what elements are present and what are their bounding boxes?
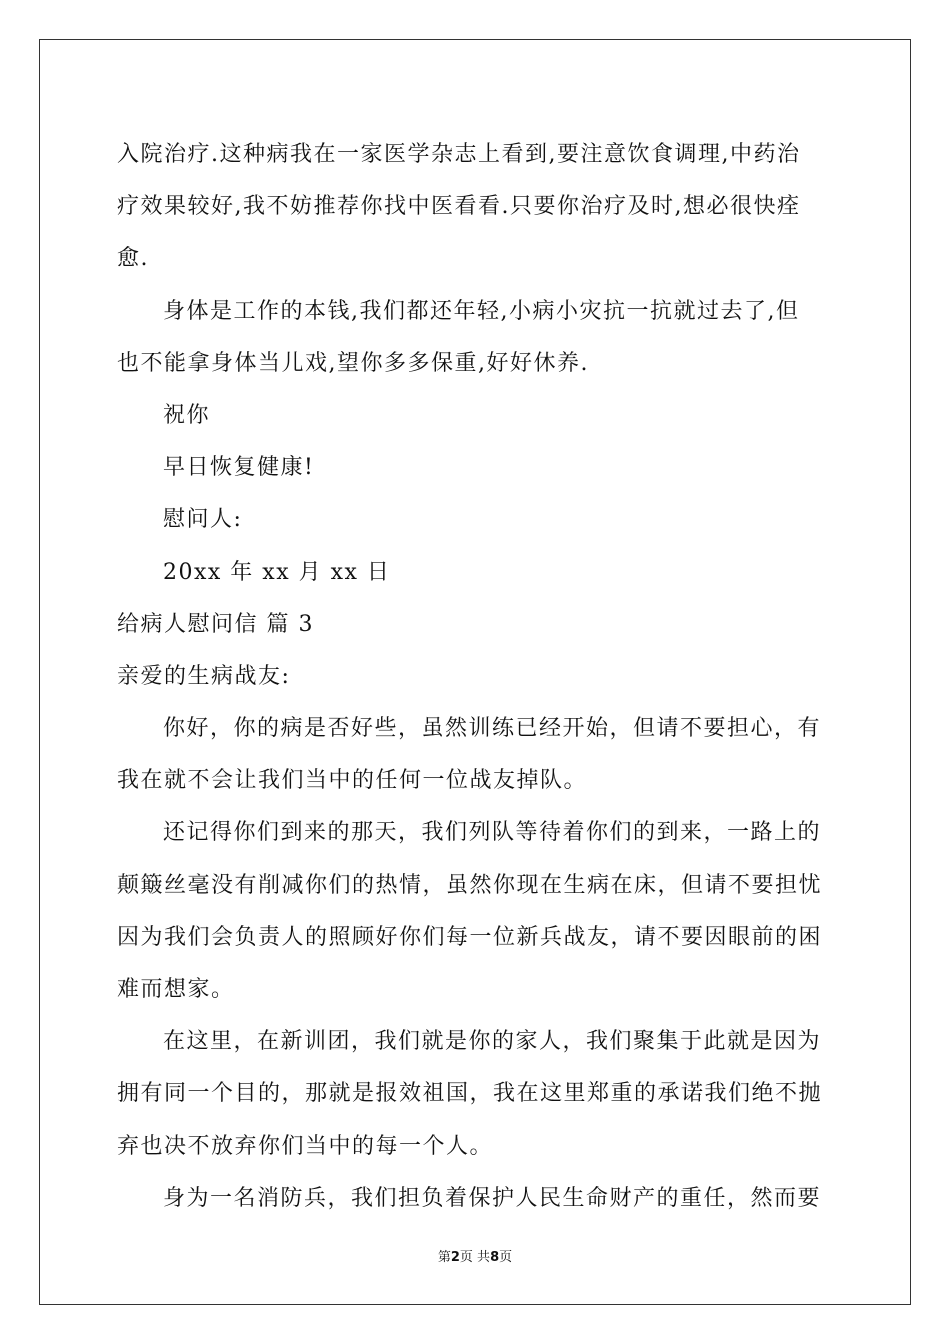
text-line: 也不能拿身体当儿戏,望你多多保重,好好休养.	[117, 350, 589, 376]
current-page-number: 2	[450, 1250, 460, 1265]
text-line: 难而想家。	[117, 977, 235, 1002]
text-line: 入院治疗.这种病我在一家医学杂志上看到,要注意饮食调理,中药治	[117, 142, 801, 167]
footer-prefix: 第	[437, 1250, 451, 1265]
text-line: 因为我们会负责人的照顾好你们每一位新兵战友，请不要因眼前的困	[117, 924, 823, 950]
text-line: 疗效果较好,我不妨推荐你找中医看看.只要你治疗及时,想必很快痊	[117, 194, 801, 220]
footer-mid: 页 共	[459, 1250, 491, 1265]
footer-suffix: 页	[499, 1250, 513, 1265]
text-line: 身体是工作的本钱,我们都还年轻,小病小灾抗一抗就过去了,但	[163, 298, 800, 324]
text-line: 还记得你们到来的那天，我们列队等待着你们的到来，一路上的	[163, 820, 822, 846]
text-line: 早日恢复健康!	[163, 455, 315, 481]
letter-body	[117, 129, 833, 1225]
text-line: 祝你	[163, 402, 211, 428]
total-page-number: 8	[490, 1250, 500, 1265]
text-line: 身为一名消防兵，我们担负着保护人民生命财产的重任，然而要	[163, 1185, 822, 1211]
text-line: 你好，你的病是否好些，虽然训练已经开始，但请不要担心，有	[163, 716, 822, 742]
text-line: 20xx 年 xx 月 xx 日	[163, 559, 391, 585]
text-line: 我在就不会让我们当中的任何一位战友掉队。	[117, 768, 588, 794]
text-line: 给病人慰问信 篇 3	[117, 611, 314, 637]
text-line: 亲爱的生病战友:	[117, 663, 291, 689]
page-footer	[0, 1246, 950, 1265]
text-line: 愈.	[117, 246, 149, 272]
text-line: 拥有同一个目的，那就是报效祖国，我在这里郑重的承诺我们绝不抛	[117, 1081, 823, 1107]
text-line: 弃也决不放弃你们当中的每一个人。	[117, 1133, 494, 1159]
text-line: 颠簸丝毫没有削减你们的热情，虽然你现在生病在床，但请不要担忧	[117, 872, 823, 898]
text-line: 在这里，在新训团，我们就是你的家人，我们聚集于此就是因为	[163, 1029, 822, 1055]
text-line: 慰问人:	[163, 507, 243, 533]
